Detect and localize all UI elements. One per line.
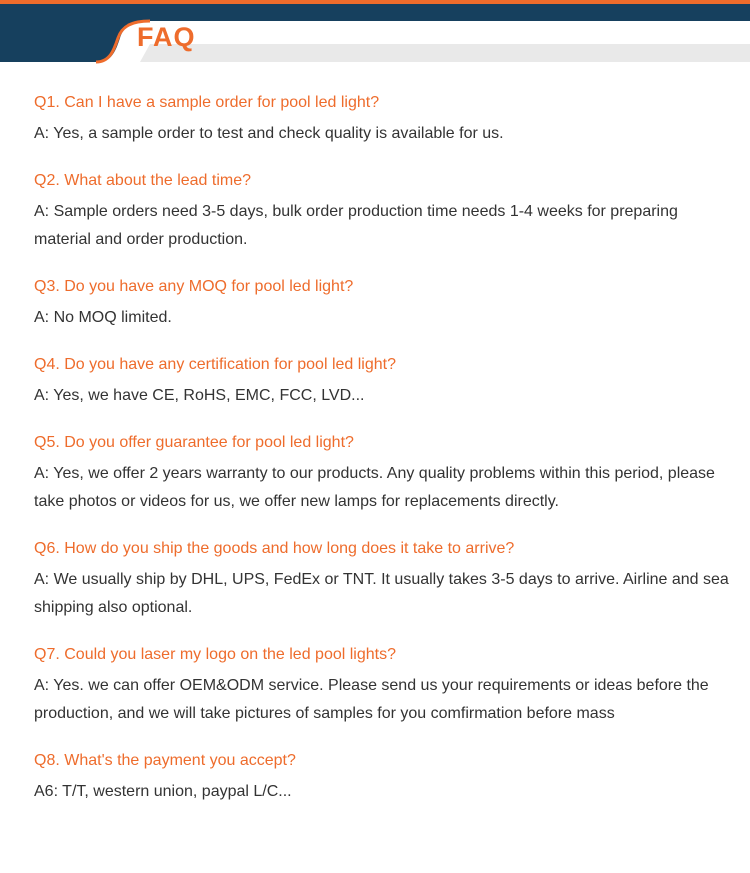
faq-answer: A6: T/T, western union, paypal L/C... [34,783,292,800]
faq-answer: A: Yes, a sample order to test and check quality is available for us. [34,125,504,142]
faq-banner [0,0,750,66]
faq-answer: A: No MOQ limited. [34,309,172,326]
banner-gray-strip [140,44,750,62]
faq-question: Q2. What about the lead time? [34,172,252,189]
banner-navy-tab [0,4,160,62]
page-title: FAQ [137,22,196,52]
faq-question: Q8. What's the payment you accept? [34,752,296,769]
faq-item [34,751,738,806]
faq-question: Q7. Could you laser my logo on the led pool lights? [34,646,396,663]
faq-answer: A: Yes, we have CE, RoHS, EMC, FCC, LVD... [34,387,365,404]
faq-question: Q6. How do you ship the goods and how long does it take to arrive? [34,540,515,557]
faq-answer: A: Yes, we offer 2 years warranty to our products. Any quality problems within this period, please take photos or videos for us, we offer new lamps for replacements directly. [34,465,715,510]
faq-item [34,171,738,254]
faq-question: Q5. Do you offer guarantee for pool led light? [34,434,354,451]
faq-item [34,93,738,148]
banner-graphic [0,0,750,66]
faq-item [34,277,738,332]
faq-item [34,355,738,410]
faq-item [34,645,738,728]
banner-top-stripe [0,0,750,4]
faq-list [34,93,738,829]
faq-item [34,539,738,622]
faq-item [34,433,738,516]
faq-question: Q3. Do you have any MOQ for pool led light? [34,278,354,295]
faq-question: Q1. Can I have a sample order for pool led light? [34,94,380,111]
faq-answer: A: Yes. we can offer OEM&ODM service. Please send us your requirements or ideas before the production, and we will take pictures of samples for you comfirmation before mass [34,677,709,722]
faq-answer: A: Sample orders need 3-5 days, bulk order production time needs 1-4 weeks for preparing material and order production. [34,203,678,248]
faq-question: Q4. Do you have any certification for pool led light? [34,356,396,373]
faq-answer: A: We usually ship by DHL, UPS, FedEx or TNT. It usually takes 3-5 days to arrive. Airline and sea shipping also optional. [34,571,729,616]
